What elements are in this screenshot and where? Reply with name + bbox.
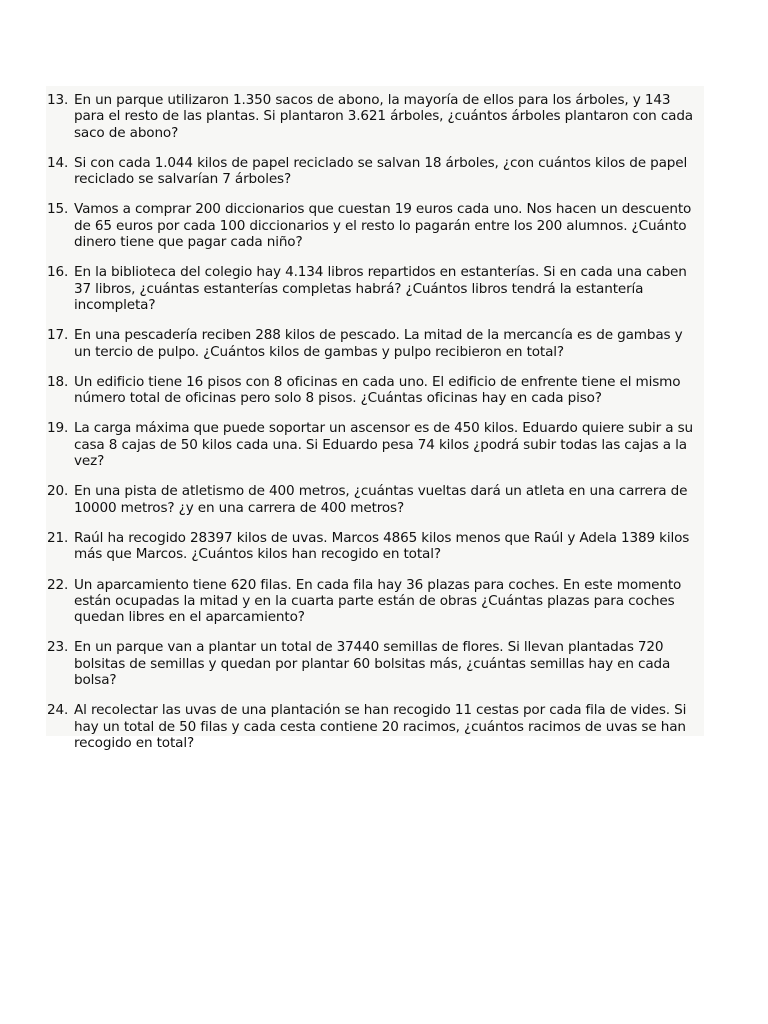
problem-number: 16.: [47, 264, 69, 281]
problem-text: En un parque utilizaron 1.350 sacos de abono, la mayoría de ellos para los árboles, y 143 para el resto de las plantas. Si plantaron 3.621 árboles, ¿cuántos árboles plantaron con cada saco de abono?: [74, 92, 693, 141]
problem-14: [46, 155, 704, 188]
problem-text: En una pista de atletismo de 400 metros, ¿cuántas vueltas dará un atleta en una carrera de 10000 metros? ¿y en una carrera de 400 metros?: [74, 483, 688, 516]
problem-number: 14.: [47, 154, 69, 171]
problem-number: 24.: [47, 702, 69, 719]
problem-text: En un parque van a plantar un total de 37440 semillas de flores. Si llevan plantadas 720 bolsitas de semillas y quedan por plantar 60 bolsitas más, ¿cuántas semillas hay en cada bolsa?: [74, 639, 671, 689]
problem-23: [46, 639, 704, 688]
problem-21: [46, 530, 704, 563]
problem-text: Al recolectar las uvas de una plantación se han recogido 11 cestas por cada fila de vides. Si hay un total de 50 filas y cada cesta contiene 20 racimos, ¿cuántos racimos de uvas se han recogido en total?: [74, 702, 687, 751]
problem-number: 20.: [47, 483, 69, 500]
problem-number: 21.: [47, 529, 69, 546]
problem-text: En la biblioteca del colegio hay 4.134 libros repartidos en estanterías. Si en cada una caben 37 libros, ¿cuántas estanterías completas habrá? ¿Cuántos libros tendrá la estantería incompleta?: [74, 264, 687, 313]
problem-number: 15.: [47, 201, 69, 218]
problem-15: [46, 201, 704, 250]
problem-13: [46, 92, 704, 141]
problem-text: En una pescadería reciben 288 kilos de pescado. La mitad de la mercancía es de gambas y un tercio de pulpo. ¿Cuántos kilos de gambas y pulpo recibieron en total?: [74, 327, 683, 360]
problem-text: Vamos a comprar 200 diccionarios que cuestan 19 euros cada uno. Nos hacen un descuento de 65 euros por cada 100 diccionarios y el resto lo pagarán entre los 200 alumnos. ¿Cuánto dinero tiene que pagar cada niño?: [74, 201, 692, 251]
problem-text: Raúl ha recogido 28397 kilos de uvas. Marcos 4865 kilos menos que Raúl y Adela 1389 kilos más que Marcos. ¿Cuántos kilos han recogido en total?: [74, 529, 690, 563]
problem-text: La carga máxima que puede soportar un ascensor es de 450 kilos. Eduardo quiere subir a su casa 8 cajas de 50 kilos cada una. Si Eduardo pesa 74 kilos ¿podrá subir todas las cajas a la vez?: [74, 420, 693, 470]
problem-number: 19.: [47, 420, 69, 437]
problem-number: 17.: [47, 327, 69, 344]
problem-17: [46, 327, 704, 360]
problem-22: [46, 577, 704, 626]
problem-number: 13.: [47, 92, 69, 108]
problem-24: [46, 702, 704, 751]
problem-text: Un edificio tiene 16 pisos con 8 oficinas en cada uno. El edificio de enfrente tiene el mismo número total de oficinas pero solo 8 pisos. ¿Cuántas oficinas hay en cada piso?: [74, 373, 681, 407]
problem-number: 23.: [47, 639, 69, 656]
problem-list: [46, 92, 704, 765]
problem-20: [46, 483, 704, 516]
problem-16: [46, 264, 704, 313]
problem-19: [46, 420, 704, 469]
problem-text: Si con cada 1.044 kilos de papel reciclado se salvan 18 árboles, ¿con cuántos kilos de papel reciclado se salvarían 7 árboles?: [74, 154, 688, 188]
problem-18: [46, 374, 704, 407]
problem-number: 22.: [47, 576, 69, 593]
problem-number: 18.: [47, 373, 69, 390]
problem-text: Un aparcamiento tiene 620 filas. En cada fila hay 36 plazas para coches. En este momento están ocupadas la mitad y en la cuarta parte están de obras ¿Cuántas plazas para coches quedan libres en el aparcamiento?: [74, 576, 682, 626]
